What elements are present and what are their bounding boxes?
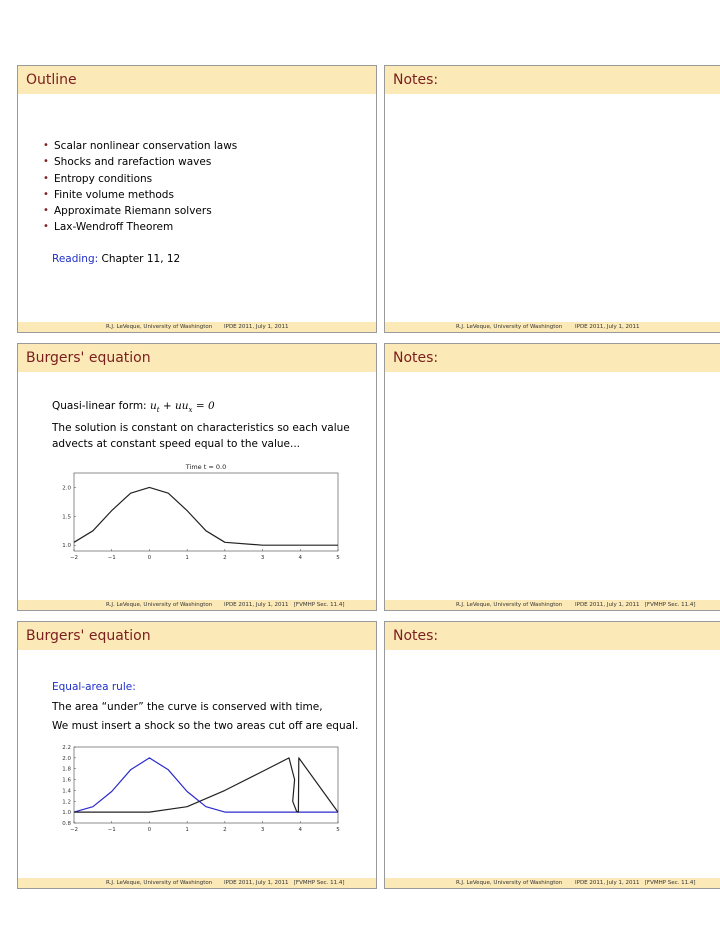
slide-footer	[385, 878, 720, 888]
x-tick-label: 0	[147, 555, 152, 561]
description-line: advects at constant speed equal to the value...	[52, 437, 301, 450]
list-item: • Entropy conditions	[54, 171, 237, 187]
list-item: • Scalar nonlinear conservation laws	[54, 138, 237, 154]
y-tick-label: 1.4	[62, 788, 71, 795]
footer-conference: IPDE 2011, July 1, 2011 [FVMHP Sec. 11.4]	[224, 880, 345, 886]
slide-footer	[18, 322, 376, 332]
equation: $u_t + uu_x = 0$	[149, 400, 215, 415]
footer-author: R.J. LeVeque, University of Washington	[456, 324, 563, 330]
x-tick-label: −1	[107, 827, 116, 833]
list-item: • Finite volume methods	[54, 187, 237, 203]
slide-title: Outline	[18, 66, 376, 94]
y-tick-label: 2.0	[62, 755, 71, 762]
y-tick-label: 1.6	[62, 777, 71, 784]
x-tick-label: 2	[223, 827, 227, 833]
notes-panel	[384, 621, 720, 889]
description-line: The area “under” the curve is conserved with time,	[52, 700, 323, 713]
reading-text: Chapter 11, 12	[101, 253, 181, 265]
footer-author: R.J. LeVeque, University of Washington	[456, 880, 563, 886]
notes-title: Notes:	[385, 344, 720, 372]
x-tick-label: 1	[185, 555, 189, 561]
reading-label: Reading:	[52, 253, 99, 265]
x-tick-label: 1	[185, 827, 189, 833]
chart-time-0	[58, 459, 358, 569]
chart-equal-area	[58, 745, 358, 835]
notes-title: Notes:	[385, 622, 720, 650]
y-tick-label: 0.8	[62, 821, 71, 827]
notes-panel	[384, 65, 720, 333]
footer-author: R.J. LeVeque, University of Washington	[106, 602, 213, 608]
x-tick-label: 3	[260, 827, 265, 833]
x-tick-label: −2	[69, 555, 79, 561]
slide-footer	[385, 600, 720, 610]
y-tick-label: 2.2	[62, 745, 71, 751]
chart-title: Time t = 0.0	[185, 463, 227, 471]
footer-conference: IPDE 2011, July 1, 2011	[575, 324, 640, 330]
notes-title: Notes:	[385, 66, 720, 94]
x-tick-label: −2	[69, 827, 79, 833]
slide-burgers-2	[17, 621, 377, 889]
x-tick-label: 0	[147, 827, 152, 833]
x-tick-label: −1	[107, 555, 116, 561]
reading-line	[52, 253, 180, 265]
x-tick-label: 3	[260, 555, 265, 561]
quasi-label: Quasi-linear form:	[52, 400, 147, 412]
y-tick-label: 2.0	[62, 485, 71, 492]
rule-label: Equal-area rule:	[52, 681, 136, 693]
x-tick-label: 4	[298, 555, 303, 561]
description-line: The solution is constant on characteristics so each value	[52, 422, 350, 434]
series-line	[74, 487, 338, 545]
x-tick-label: 4	[298, 827, 303, 833]
footer-conference: IPDE 2011, July 1, 2011 [FVMHP Sec. 11.4]	[224, 602, 345, 608]
list-item: • Lax-Wendroff Theorem	[54, 219, 237, 235]
x-tick-label: 2	[223, 555, 227, 561]
footer-conference: IPDE 2011, July 1, 2011 [FVMHP Sec. 11.4]	[575, 880, 696, 886]
description	[52, 421, 350, 452]
footer-conference: IPDE 2011, July 1, 2011 [FVMHP Sec. 11.4]	[575, 602, 696, 608]
slide-footer	[18, 878, 376, 888]
quasi-linear-line	[52, 399, 215, 419]
footer-author: R.J. LeVeque, University of Washington	[106, 880, 213, 886]
list-item: • Shocks and rarefaction waves	[54, 154, 237, 170]
slide-title: Burgers' equation	[18, 622, 376, 650]
slide-title: Burgers' equation	[18, 344, 376, 372]
list-item: • Approximate Riemann solvers	[54, 203, 237, 219]
notes-panel	[384, 343, 720, 611]
x-tick-label: 5	[336, 555, 340, 561]
equal-area-text	[52, 680, 358, 735]
slide-burgers-1	[17, 343, 377, 611]
x-tick-label: 5	[336, 827, 340, 833]
y-tick-label: 1.0	[62, 810, 71, 817]
y-tick-label: 1.5	[62, 514, 71, 521]
footer-conference: IPDE 2011, July 1, 2011	[224, 324, 289, 330]
slide-footer	[385, 322, 720, 332]
plot-frame	[74, 473, 338, 551]
description-line: We must insert a shock so the two areas cut off are equal.	[52, 720, 359, 732]
footer-author: R.J. LeVeque, University of Washington	[106, 324, 213, 330]
outline-list	[54, 138, 237, 236]
slide-footer	[18, 600, 376, 610]
footer-author: R.J. LeVeque, University of Washington	[456, 602, 563, 608]
y-tick-label: 1.0	[62, 543, 71, 550]
series-line	[74, 758, 338, 812]
y-tick-label: 1.8	[62, 766, 71, 773]
y-tick-label: 1.2	[62, 799, 71, 806]
slide-outline	[17, 65, 377, 333]
